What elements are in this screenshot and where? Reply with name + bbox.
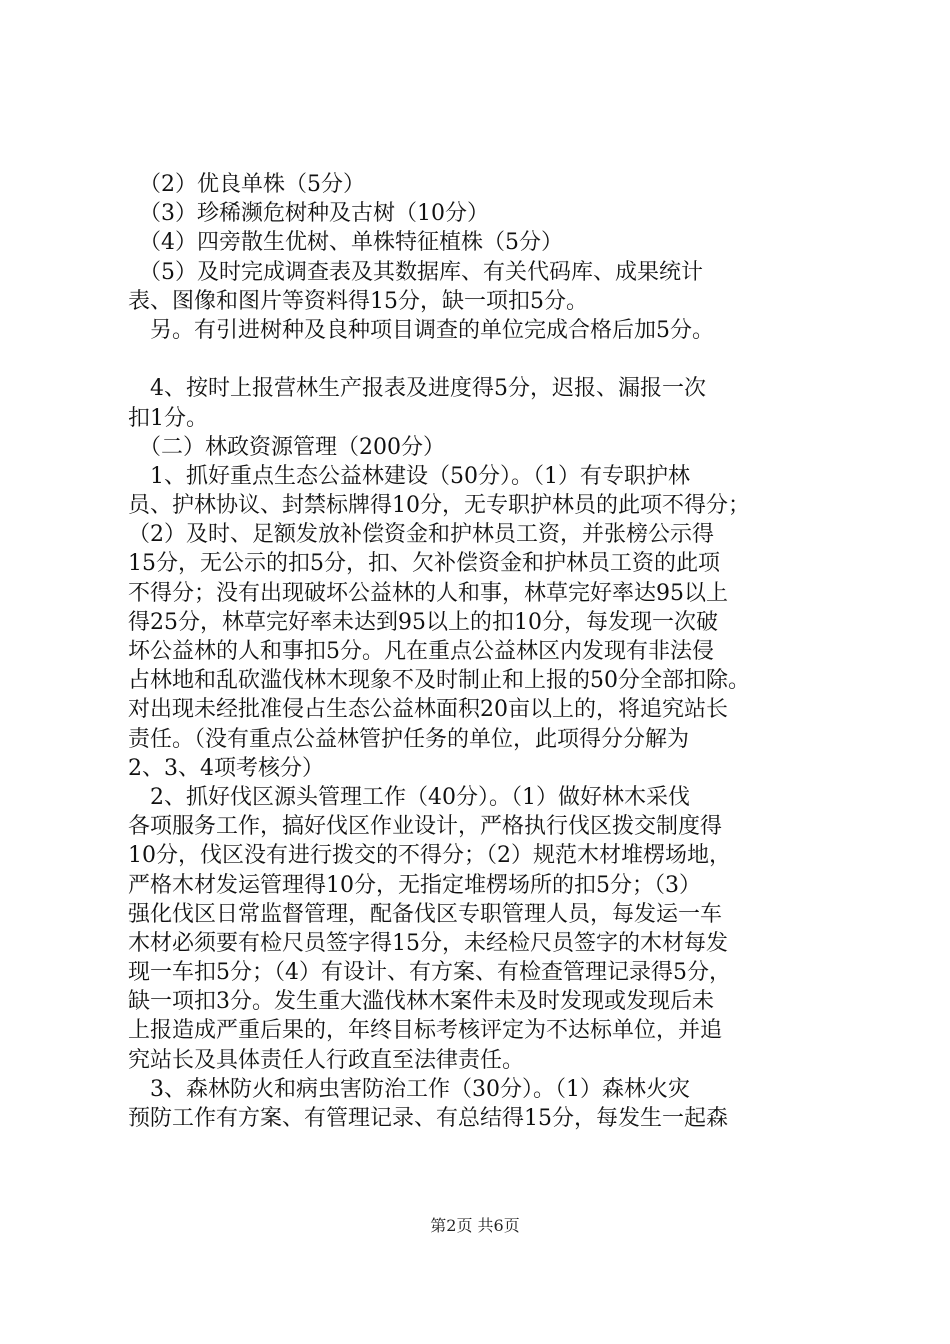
paragraph-line: 缺一项扣3分。发生重大滥伐林木案件未及时发现或发现后未 [128,989,714,1015]
paragraph-line: （3）珍稀濒危树种及古树（10分） [128,201,489,227]
paragraph-line: 强化伐区日常监督管理，配备伐区专职管理人员，每发运一车 [128,901,723,927]
paragraph-line: 现一车扣5分；（4）有设计、有方案、有检查管理记录得5分， [128,960,731,986]
paragraph-line: 坏公益林的人和事扣5分。凡在重点公益林区内发现有非法侵 [128,639,714,664]
paragraph-line: 木材必须要有检尺员签字得15分，未经检尺员签字的木材每发 [128,930,728,956]
paragraph-line: 不得分；没有出现破坏公益林的人和事，林草完好率达95以上 [128,580,728,606]
paragraph-line: 责任。（没有重点公益林管护任务的单位，此项得分分解为 [128,726,690,752]
paragraph-line: （二）林政资源管理（200分） [128,434,445,460]
paragraph-line: 另。有引进树种及良种项目调查的单位完成合格后加5分。 [128,317,714,343]
paragraph-line: （4）四旁散生优树、单株特征植株（5分） [128,230,563,256]
paragraph-line: 1、抓好重点生态公益林建设（50分）。（1）有专职护林 [128,463,690,489]
paragraph-line: 扣1分。 [128,405,208,431]
paragraph-line: 10分，伐区没有进行拨交的不得分；（2）规范木材堆楞场地， [128,843,731,869]
paragraph-line: 2、抓好伐区源头管理工作（40分）。（1）做好林木采伐 [128,784,690,810]
paragraph-line: 究站长及具体责任人行政直至法律责任。 [128,1047,525,1073]
paragraph-line: 4、按时上报营林生产报表及进度得5分，迟报、漏报一次 [128,376,706,402]
paragraph-line: （2）及时、足额发放补偿资金和护林员工资，并张榜公示得 [128,522,714,548]
paragraph-line: 严格木材发运管理得10分，无指定堆楞场所的扣5分；（3） [128,872,701,898]
paragraph-line: 预防工作有方案、有管理记录、有总结得15分，每发生一起森 [128,1106,728,1131]
page-footer: 第2页 共6页 [430,1216,520,1235]
paragraph-line: 占林地和乱砍滥伐林木现象不及时制止和上报的50分全部扣除。 [128,668,750,694]
paragraph-line: （2）优良单株（5分） [128,172,365,197]
paragraph-line: 员、护林协议、封禁标牌得10分，无专职护林员的此项不得分； [128,493,750,519]
paragraph-line: 各项服务工作，搞好伐区作业设计，严格执行伐区拨交制度得 [128,814,723,840]
paragraph-line: 3、森林防火和病虫害防治工作（30分）。（1）森林火灾 [128,1076,690,1102]
paragraph-line: （5）及时完成调查表及其数据库、有关代码库、成果统计 [128,259,703,285]
paragraph-line: 表、图像和图片等资料得15分，缺一项扣5分。 [128,288,588,314]
paragraph-line: 15分，无公示的扣5分，扣、欠补偿资金和护林员工资的此项 [128,551,720,577]
paragraph-line: 上报造成严重后果的，年终目标考核评定为不达标单位，并追 [128,1018,723,1044]
paragraph-line: 得25分，林草完好率未达到95以上的扣10分，每发现一次破 [128,609,718,635]
blank-line [128,345,840,374]
document-body [128,170,840,1133]
paragraph-line: 2、3、4项考核分） [128,755,324,781]
paragraph-line: 对出现未经批准侵占生态公益林面积20亩以上的，将追究站长 [128,697,728,723]
